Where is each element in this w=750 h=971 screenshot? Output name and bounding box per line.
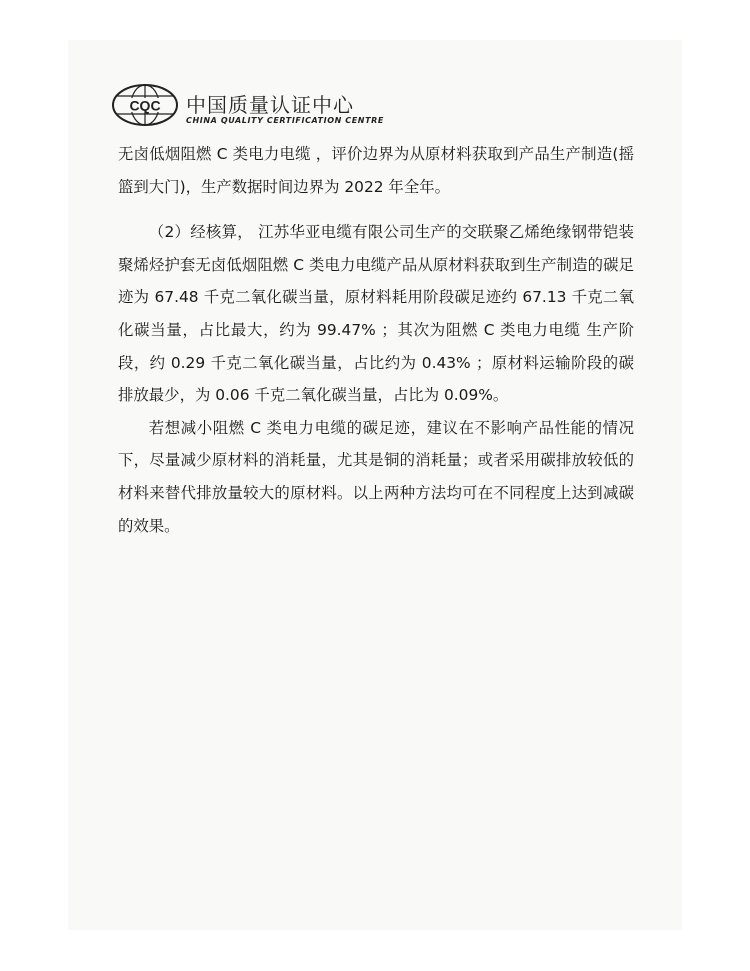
org-name-cn: 中国质量认证中心: [186, 93, 354, 117]
paragraph-2: （2）经核算， 江苏华亚电缆有限公司生产的交联聚乙烯绝缘钢带铠装聚烯烃护套无卤低烟阻燃 C 类电力电缆产品从原材料获取到生产制造的碳足迹为 67.48 千克二氧化碳当量，原材料耗用阶段碳足迹约 67.13 千克二氧化碳当量，占比最大，约为 99.47% ；其次为阻燃 C 类电力电缆 生产阶段，约 0.29 千克二氧化碳当量，占比约为 0.43% ；原材料运输阶段的碳排放最少，为 0.06 千克二氧化碳当量，占比为 0.09%。: [118, 223, 634, 405]
paragraph-3: 若想减小阻燃 C 类电力电缆的碳足迹，建议在不影响产品性能的情况下，尽量减少原材料的消耗量，尤其是铜的消耗量；或者采用碳排放较低的材料来替代排放量较大的原材料。以上两种方法均可在不同程度上达到减碳的效果。: [118, 418, 634, 535]
cqc-logo: [110, 82, 180, 128]
paragraph-1: 无卤低烟阻燃 C 类电力电缆 ，评价边界为从原材料获取到产品生产制造(摇篮到大门)，生产数据时间边界为 2022 年全年。: [118, 145, 634, 196]
org-name-en: CHINA QUALITY CERTIFICATION CENTRE: [186, 116, 384, 125]
logo-letters: CQC: [129, 97, 161, 114]
document-body: [118, 138, 634, 542]
